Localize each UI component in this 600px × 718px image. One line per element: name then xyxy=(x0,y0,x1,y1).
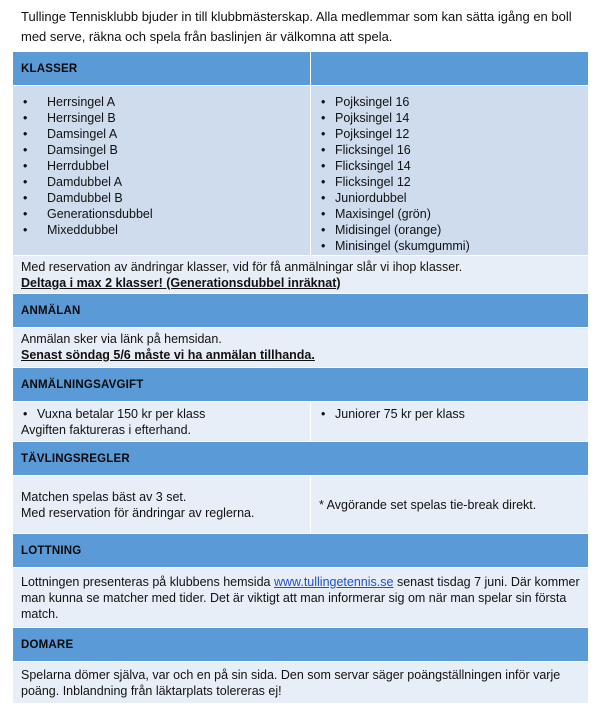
class-item: • Generationsdubbel xyxy=(21,206,302,222)
section-heading-klasser-empty xyxy=(311,52,589,86)
section-heading-lottning: LOTTNING xyxy=(13,534,589,568)
avgift-left-cell xyxy=(13,402,311,442)
anmalan-cell xyxy=(13,328,589,368)
anmalan-deadline: Senast söndag 5/6 måste vi ha anmälan tillhanda. xyxy=(21,348,315,362)
domare-cell xyxy=(13,662,589,704)
class-item: • Damdubbel A xyxy=(21,174,302,190)
klasser-note: Med reservation av ändringar klasser, vid för få anmälningar slår vi ihop klasser. xyxy=(21,259,463,274)
klasser-note-cell xyxy=(13,256,589,294)
avgift-invoice-note: Avgiften faktureras i efterhand. xyxy=(21,423,192,437)
class-item: • Flicksingel 14 xyxy=(319,158,580,174)
info-table xyxy=(12,51,589,704)
regler-right-cell xyxy=(311,476,589,534)
class-item: • Pojksingel 12 xyxy=(319,126,580,142)
klasser-note-bold: Deltaga i max 2 klasser! (Generationsdubbel inräknat) xyxy=(21,275,341,290)
klasser-right-cell xyxy=(311,86,589,256)
class-item: • Herrsingel B xyxy=(21,110,302,126)
regler-reservation: Med reservation för ändringar av reglerna. xyxy=(21,505,255,520)
club-website-link[interactable]: www.tullingetennis.se xyxy=(273,574,394,589)
regler-sets: Matchen spelas bäst av 3 set. xyxy=(21,489,187,504)
section-heading-klasser: KLASSER xyxy=(13,52,311,86)
avgift-junior-fee: • Juniorer 75 kr per klass xyxy=(319,406,580,422)
regler-left-cell xyxy=(13,476,311,534)
domare-text: Spelarna dömer själva, var och en på sin sida. Den som servar säger poängställningen inför varje poäng. Inblandning från läktarplats tolereras ej! xyxy=(21,667,561,698)
class-item: • Pojksingel 14 xyxy=(319,110,580,126)
class-item: • Midisingel (orange) xyxy=(319,222,580,238)
intro-text: Tullinge Tennisklubb bjuder in till klubbmästerskap. Alla medlemmar som kan sätta igång en boll med serve, räkna och spela från baslinjen är välkomna att spela. xyxy=(21,9,572,44)
class-item: • Damdubbel B xyxy=(21,190,302,206)
class-item: • Damsingel A xyxy=(21,126,302,142)
regler-tiebreak: * Avgörande set spelas tie-break direkt. xyxy=(319,497,537,512)
klasser-left-list xyxy=(21,94,302,238)
section-heading-domare: DOMARE xyxy=(13,628,589,662)
class-item: • Herrsingel A xyxy=(21,94,302,110)
anmalan-text: Anmälan sker via länk på hemsidan. xyxy=(21,332,222,346)
class-item: • Herrdubbel xyxy=(21,158,302,174)
section-heading-anmalan: ANMÄLAN xyxy=(13,294,589,328)
lottning-cell xyxy=(13,568,589,628)
class-item: • Damsingel B xyxy=(21,142,302,158)
avgift-right-cell xyxy=(311,402,589,442)
section-heading-regler: TÄVLINGSREGLER xyxy=(13,442,589,476)
class-item: • Mixeddubbel xyxy=(21,222,302,238)
class-item: • Pojksingel 16 xyxy=(319,94,580,110)
class-item: • Flicksingel 16 xyxy=(319,142,580,158)
section-heading-avgift: ANMÄLNINGSAVGIFT xyxy=(13,368,589,402)
class-item: • Juniordubbel xyxy=(319,190,580,206)
avgift-adult-fee: • Vuxna betalar 150 kr per klass xyxy=(21,406,302,422)
lottning-text-pre: Lottningen presenteras på klubbens hemsida xyxy=(21,574,274,589)
klasser-right-list xyxy=(319,94,580,254)
class-item: • Minisingel (skumgummi) xyxy=(319,238,580,254)
klasser-left-cell xyxy=(13,86,311,256)
class-item: • Flicksingel 12 xyxy=(319,174,580,190)
lottning-text-post: senast tisdag 7 juni. Där kommer man kunna se matcher med tider. Det är viktigt att man informerar sig om när man spelar sin första match. xyxy=(21,574,580,621)
class-item: • Maxisingel (grön) xyxy=(319,206,580,222)
